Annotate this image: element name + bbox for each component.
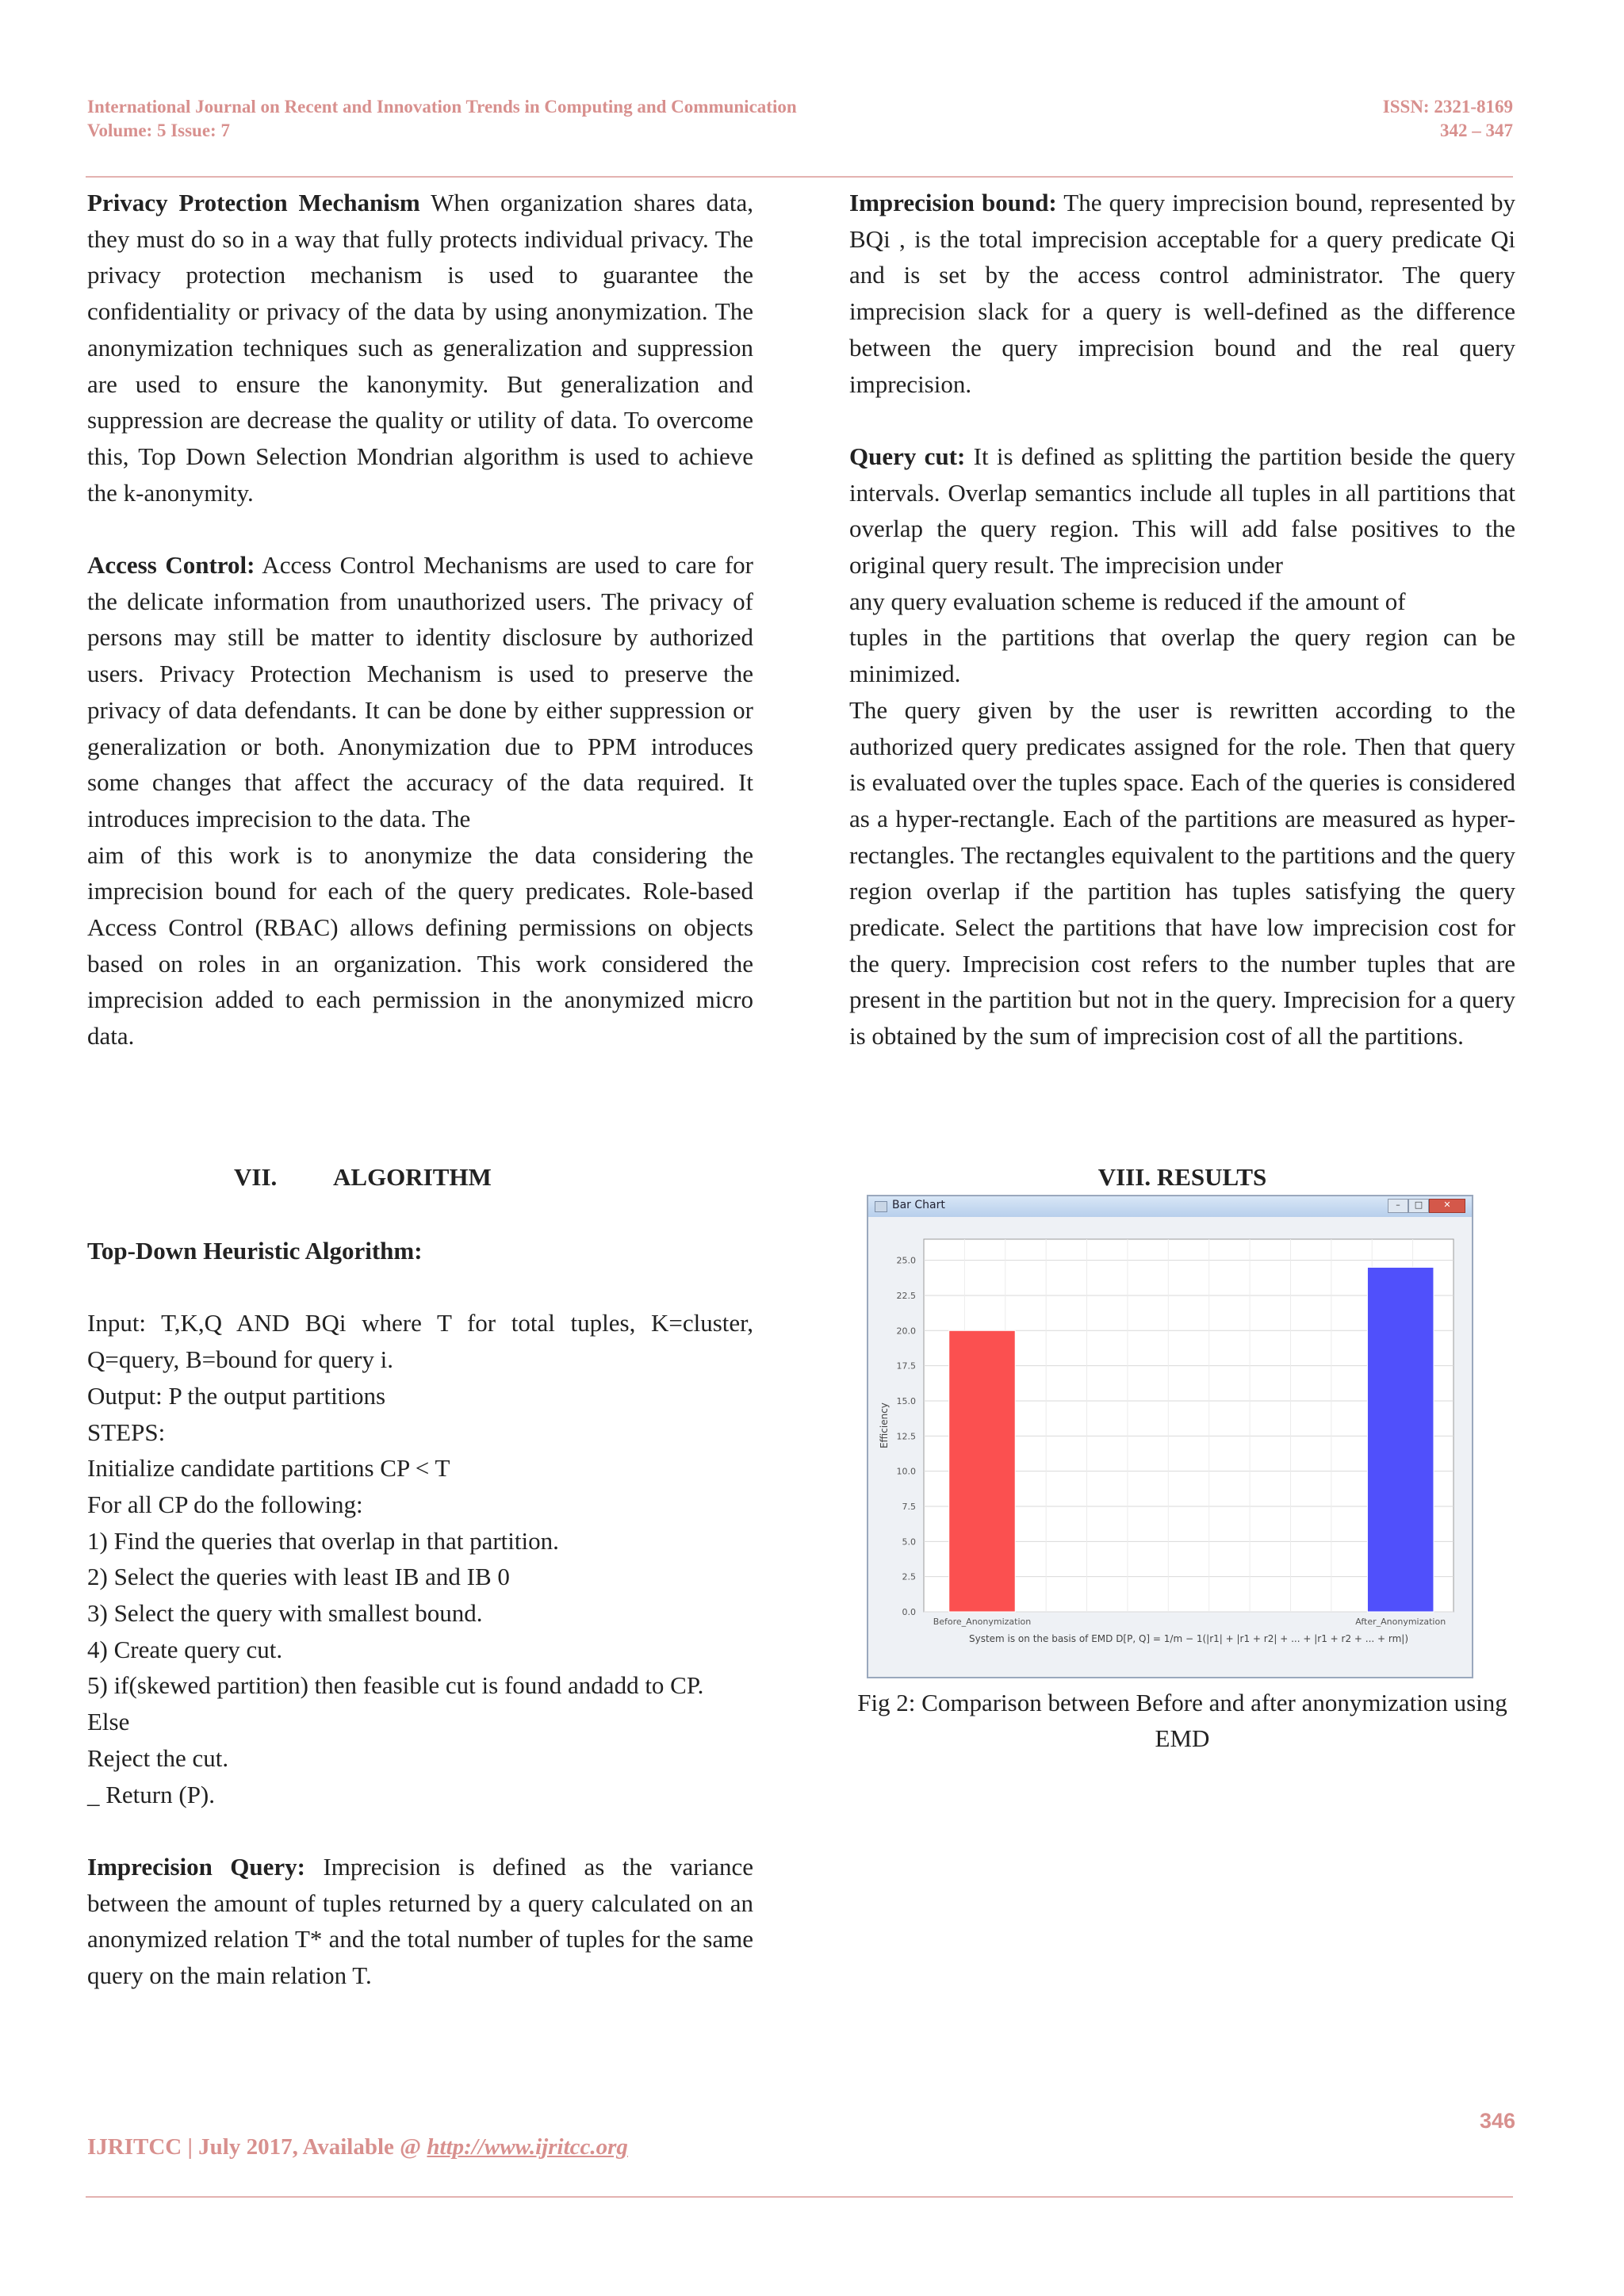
page-range: 342 – 347 xyxy=(1440,121,1513,140)
footer-text: IJRITCC | July 2017, Available @ xyxy=(87,2134,427,2160)
y-tick-label: 2.5 xyxy=(902,1571,916,1582)
access-control-title: Access Control: xyxy=(87,551,255,580)
query-cut-title: Query cut: xyxy=(849,442,966,470)
query-rewrite-paragraph: The query given by the user is rewritten according to the authorized query predicates assigned for the role. Then that query is evaluated over the tuples space. Each of the queries is considered as a hyper-rectangle. Each of the partitions are measured as hyper-rectangles. The rectangles equivalent to the partitions and the query region overlap if the partition has tuples satisfying the query predicate. Select the partitions that have low imprecision cost for the query. Imprecision cost refers to the number tuples that are present in the partition but not in the query. Imprecision for a query is obtained by the sum of imprecision cost of all the partitions. xyxy=(849,695,1515,1050)
section-vii-number: VII. xyxy=(234,1163,278,1191)
algorithm-line: Else xyxy=(87,1708,130,1736)
running-header-left xyxy=(87,95,797,143)
page-number: 346 xyxy=(1479,2109,1515,2133)
algorithm-block xyxy=(87,1233,753,1994)
header-rule xyxy=(86,176,1513,178)
section-vii-title: ALGORITHM xyxy=(333,1163,492,1191)
algorithm-line: For all CP do the following: xyxy=(87,1490,363,1518)
y-tick-label: 22.5 xyxy=(896,1290,916,1301)
left-column xyxy=(87,185,753,1054)
chart-window-title: Bar Chart xyxy=(892,1199,945,1211)
x-tick-label: Before_Anonymization xyxy=(933,1617,1032,1627)
bar-before-anonymization xyxy=(949,1330,1016,1612)
section-viii-title: VIII. RESULTS xyxy=(1097,1163,1267,1191)
imprecision-query-paragraph: Imprecision Query: Imprecision is defined as the variance between the amount of tuples returned by a query calculated on an anonymized relation T* and the total number of tuples for the same query on the main relation T. xyxy=(87,1852,753,1990)
imprecision-query-title: Imprecision Query: xyxy=(87,1852,306,1881)
close-button[interactable]: ✕ xyxy=(1429,1199,1465,1213)
ppm-paragraph: Privacy Protection Mechanism When organization shares data, they must do so in a way that fully protects individual privacy. The privacy protection mechanism is used to guarantee the confidentiality or privacy of the data by using anonymization. The anonymization techniques such as generalization and suppression are used to ensure the kanonymity. But generalization and suppression are decrease the quality or utility of data. To overcome this, Top Down Selection Mondrian algorithm is used to achieve the k-anonymity. xyxy=(87,189,753,507)
algorithm-line: 3) Select the query with smallest bound. xyxy=(87,1599,483,1628)
query-cut-paragraph-cont: tuples in the partitions that overlap the query region can be minimized. xyxy=(849,623,1515,688)
algorithm-steps xyxy=(87,1305,753,1812)
algorithm-line: 1) Find the queries that overlap in that partition. xyxy=(87,1526,559,1555)
y-tick-label: 5.0 xyxy=(902,1536,916,1548)
footer-link[interactable]: http://www.ijritcc.org xyxy=(427,2134,628,2160)
right-column xyxy=(849,185,1515,1054)
y-tick-label: 20.0 xyxy=(896,1326,916,1337)
algorithm-line: Input: T,K,Q AND BQi where T for total tuples, K=cluster, Q=query, B=bound for query i. xyxy=(87,1309,753,1374)
imprecision-bound-title: Imprecision bound: xyxy=(849,189,1057,216)
window-app-icon xyxy=(875,1201,887,1212)
chart-window-titlebar[interactable] xyxy=(868,1196,1472,1217)
algorithm-line: STEPS: xyxy=(87,1418,166,1446)
y-tick-label: 25.0 xyxy=(896,1255,916,1266)
algorithm-line: 5) if(skewed partition) then feasible cut is found andadd to CP. xyxy=(87,1671,704,1700)
y-tick-label: 15.0 xyxy=(896,1395,916,1406)
footer-rule xyxy=(86,2196,1513,2198)
minimize-button[interactable]: – xyxy=(1388,1199,1408,1213)
issn: ISSN: 2321-8169 xyxy=(1382,97,1513,117)
y-axis-label: Efficiency xyxy=(879,1402,890,1448)
journal-name: International Journal on Recent and Innovation Trends in Computing and Communication xyxy=(87,97,797,117)
volume-issue: Volume: 5 Issue: 7 xyxy=(87,121,230,140)
query-cut-line: any query evaluation scheme is reduced if the amount of xyxy=(849,587,1406,615)
running-header-right xyxy=(1383,95,1513,143)
algorithm-line: Reject the cut. xyxy=(87,1743,229,1772)
access-control-paragraph: Access Control: Access Control Mechanisms are used to care for the delicate information from unauthorized users. The privacy of persons may still be matter to identity disclosure by authorized users. Privacy Protection Mechanism is used to preserve the privacy of data defendants. It can be done by either suppression or generalization or both. Anonymization due to PPM introduces some changes that affect the accuracy of the data required. It introduces imprecision to the data. The xyxy=(87,551,753,832)
y-tick-label: 12.5 xyxy=(896,1431,916,1442)
bar-chart xyxy=(868,1217,1472,1677)
ppm-title: Privacy Protection Mechanism xyxy=(87,189,420,216)
algorithm-line: 2) Select the queries with least IB and IB 0 xyxy=(87,1563,510,1591)
algorithm-title: Top-Down Heuristic Algorithm: xyxy=(87,1237,423,1265)
bar-after-anonymization xyxy=(1367,1267,1434,1612)
figure-caption: Fig 2: Comparison between Before and after anonymization using EMD xyxy=(857,1689,1507,1752)
x-tick-label: After_Anonymization xyxy=(1355,1617,1446,1627)
maximize-button[interactable]: □ xyxy=(1408,1199,1429,1213)
algorithm-line: Initialize candidate partitions CP < T xyxy=(87,1454,450,1483)
algorithm-line: 4) Create query cut. xyxy=(87,1635,283,1663)
y-tick-label: 10.0 xyxy=(896,1466,916,1477)
footer xyxy=(87,2134,628,2160)
access-control-paragraph-cont: aim of this work is to anonymize the data considering the imprecision bound for each of the query predicates. Role-based Access Control (RBAC) allows defining permissions on objects based on roles in an organization. This work considered the imprecision added to each permission in the anonymized micro data. xyxy=(87,840,753,1050)
y-tick-label: 7.5 xyxy=(902,1501,916,1512)
algorithm-line: _ Return (P). xyxy=(87,1780,216,1808)
y-tick-label: 0.0 xyxy=(902,1607,916,1617)
imprecision-bound-paragraph: Imprecision bound: The query imprecision bound, represented by BQi , is the total imprecision acceptable for a query predicate Qi and is set by the access control administrator. The query imprecision slack for a query is well-defined as the difference between the query imprecision bound and the real query imprecision. xyxy=(849,189,1515,398)
y-tick-label: 17.5 xyxy=(896,1360,916,1372)
x-axis-label: System is on the basis of EMD D[P, Q] = 1/m − 1(|r1| + |r1 + r2| + ... + |r1 + r2 + ... + rm|) xyxy=(968,1633,1409,1644)
algorithm-line: Output: P the output partitions xyxy=(87,1381,386,1410)
bar-chart-window xyxy=(867,1195,1473,1678)
query-cut-paragraph: Query cut: It is defined as splitting the partition beside the query intervals. Overlap semantics include all tuples in all partitions that overlap the query region. This will add false positives to the original query result. The imprecision under xyxy=(849,442,1515,580)
